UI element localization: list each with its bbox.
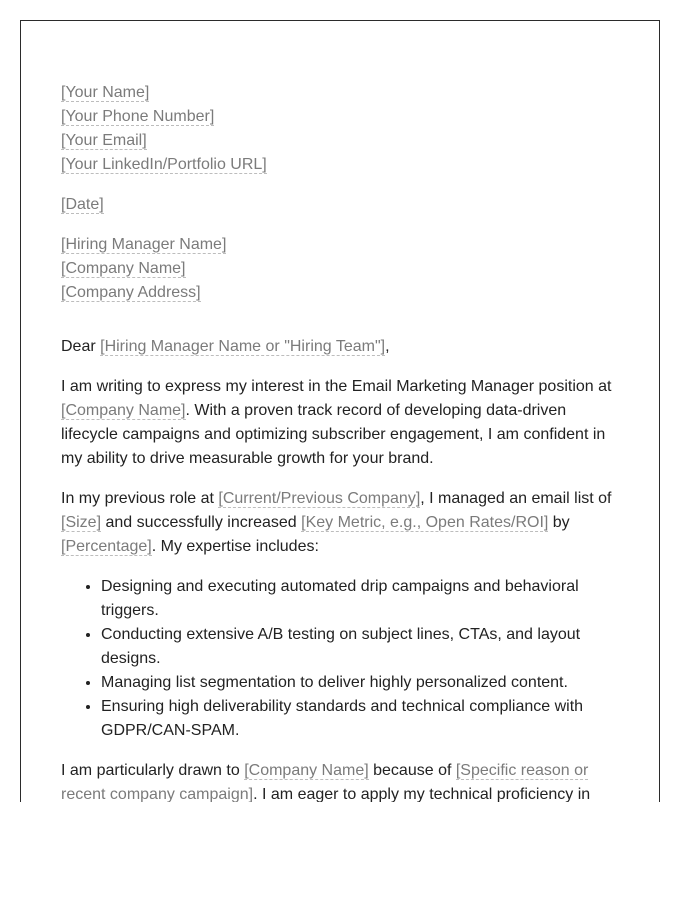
placeholder-key-metric[interactable]: [Key Metric, e.g., Open Rates/ROI] bbox=[301, 514, 549, 531]
salutation: Dear [Hiring Manager Name or "Hiring Team"], bbox=[61, 338, 390, 355]
expertise-list bbox=[61, 575, 626, 743]
sender-name[interactable]: [Your Name] bbox=[61, 84, 150, 101]
paragraph-intro: I am writing to express my interest in the Email Marketing Manager position at [Company Name]. With a proven track record of developing data-driven lifecycle campaigns and optimizing subscriber engagement, I am confident in my ability to drive measurable growth for your brand. bbox=[61, 378, 612, 467]
sender-email[interactable]: [Your Email] bbox=[61, 132, 147, 149]
salutation-name[interactable]: [Hiring Manager Name or "Hiring Team"] bbox=[100, 338, 386, 355]
sender-url[interactable]: [Your LinkedIn/Portfolio URL] bbox=[61, 156, 267, 173]
paragraph-motivation: I am particularly drawn to [Company Name] because of [Specific reason or recent company campaign]. I am eager to apply my technical proficiency in bbox=[61, 762, 591, 802]
recipient-company[interactable]: [Company Name] bbox=[61, 260, 186, 277]
placeholder-company[interactable]: [Company Name] bbox=[61, 402, 186, 419]
paragraph-experience: In my previous role at [Current/Previous Company], I managed an email list of [Size] and successfully increased [Key Metric, e.g., Open Rates/ROI] by [Percentage]. My expertise includes: bbox=[61, 490, 612, 555]
placeholder-list-size[interactable]: [Size] bbox=[61, 514, 102, 531]
list-item: • Designing and executing automated drip campaigns and behavioral triggers. bbox=[101, 575, 626, 623]
sender-block bbox=[61, 81, 626, 177]
recipient-block bbox=[61, 233, 626, 305]
document-page bbox=[20, 20, 660, 802]
placeholder-percentage[interactable]: [Percentage] bbox=[61, 538, 152, 555]
placeholder-previous-company[interactable]: [Current/Previous Company] bbox=[218, 490, 421, 507]
recipient-address[interactable]: [Company Address] bbox=[61, 284, 201, 301]
date-block bbox=[61, 193, 626, 217]
placeholder-company[interactable]: [Company Name] bbox=[244, 762, 369, 779]
list-item: • Ensuring high deliverability standards and technical compliance with GDPR/CAN-SPAM. bbox=[101, 695, 626, 743]
letter-body bbox=[61, 81, 626, 802]
recipient-manager[interactable]: [Hiring Manager Name] bbox=[61, 236, 227, 253]
sender-phone[interactable]: [Your Phone Number] bbox=[61, 108, 215, 125]
list-item: • Managing list segmentation to deliver highly personalized content. bbox=[101, 671, 626, 695]
placeholder-specific-reason[interactable]: [Specific reason or recent company campaign] bbox=[61, 762, 589, 802]
letter-date[interactable]: [Date] bbox=[61, 196, 104, 213]
list-item: • Conducting extensive A/B testing on subject lines, CTAs, and layout designs. bbox=[101, 623, 626, 671]
